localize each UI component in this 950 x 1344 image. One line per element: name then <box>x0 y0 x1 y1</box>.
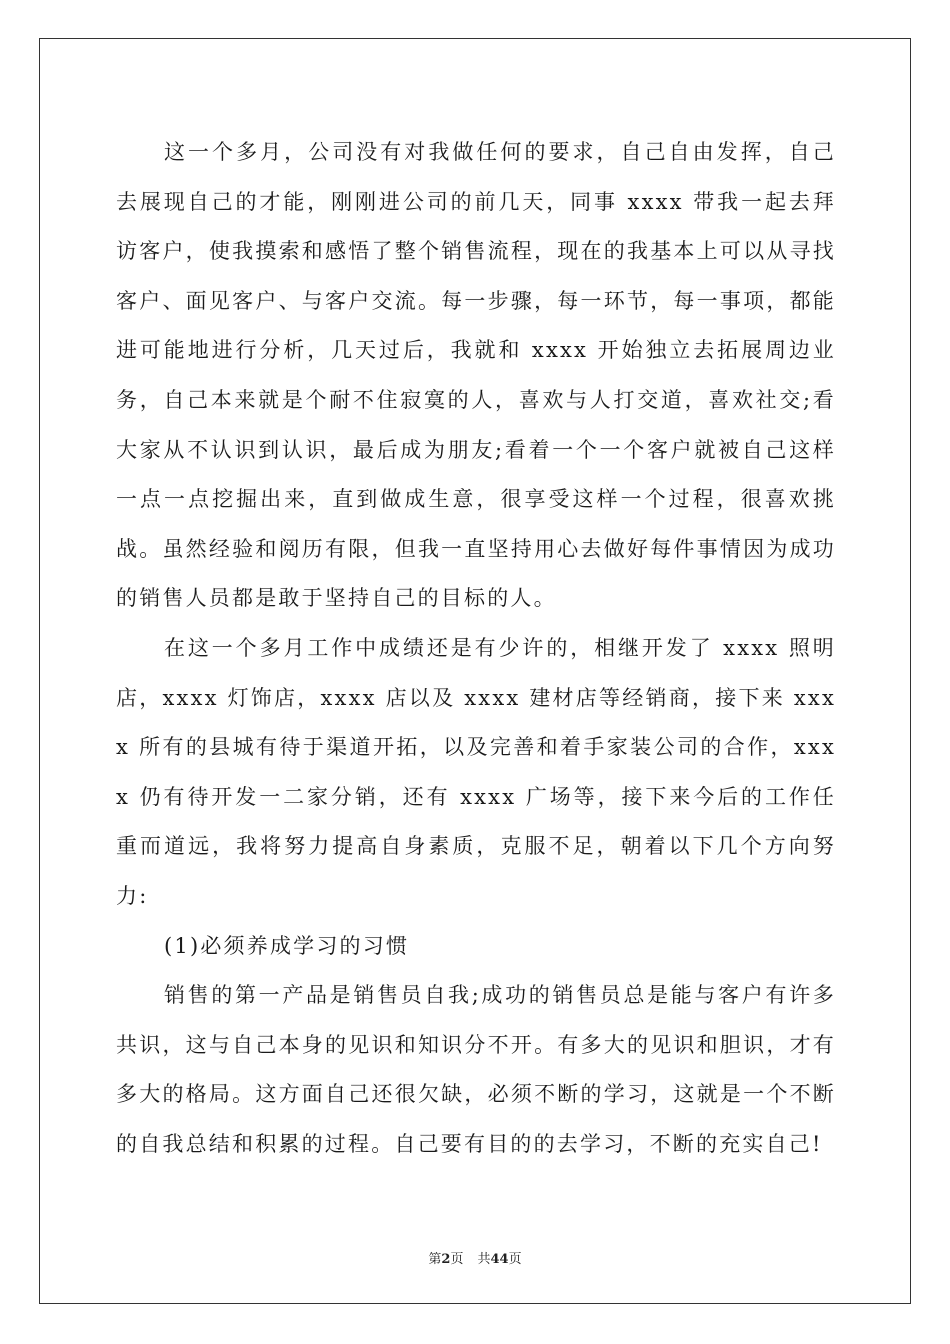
total-suffix: 页 <box>508 1252 522 1267</box>
document-body <box>116 128 836 1169</box>
page-footer <box>0 1248 950 1267</box>
page-prefix: 第 <box>428 1252 442 1267</box>
paragraph-2: 在这一个多月工作中成绩还是有少许的，相继开发了 xxxx 照明店，xxxx 灯饰店，xxxx 店以及 xxxx 建材店等经销商，接下来 xxxx 所有的县城有待于渠道开拓，以及完善和着手家装公司的合作，xxxx 仍有待开发一二家分销，还有 xxxx 广场等，接下来今后的工作任重而道远，我将努力提高自身素质，克服不足，朝着以下几个方向努力: <box>116 635 836 908</box>
section-heading: (1)必须养成学习的习惯 <box>164 933 410 958</box>
page-number: 2 <box>441 1252 451 1267</box>
paragraph-3: 销售的第一产品是销售员自我;成功的销售员总是能与客户有许多共识，这与自己本身的见识和知识分不开。有多大的见识和胆识，才有多大的格局。这方面自己还很欠缺，必须不断的学习，这就是一个不断的自我总结和积累的过程。自己要有目的的去学习，不断的充实自己! <box>116 983 836 1156</box>
paragraph-1: 这一个多月，公司没有对我做任何的要求，自己自由发挥，自己去展现自己的才能，刚刚进公司的前几天，同事 xxxx 带我一起去拜访客户，使我摸索和感悟了整个销售流程，现在的我基本上可以从寻找客户、面见客户、与客户交流。每一步骤，每一环节，每一事项，都能进可能地进行分析，几天过后，我就和 xxxx 开始独立去拓展周边业务，自己本来就是个耐不住寂寞的人，喜欢与人打交道，喜欢社交;看大家从不认识到认识，最后成为朋友;看着一个一个客户就被自己这样一点一点挖掘出来，直到做成生意，很享受这样一个过程，很喜欢挑战。虽然经验和阅历有限，但我一直坚持用心去做好每件事情因为成功的销售人员都是敢于坚持自己的目标的人。 <box>116 140 836 611</box>
total-pages: 44 <box>490 1252 509 1267</box>
total-prefix: 共 <box>477 1252 491 1267</box>
page-suffix: 页 <box>450 1252 464 1267</box>
